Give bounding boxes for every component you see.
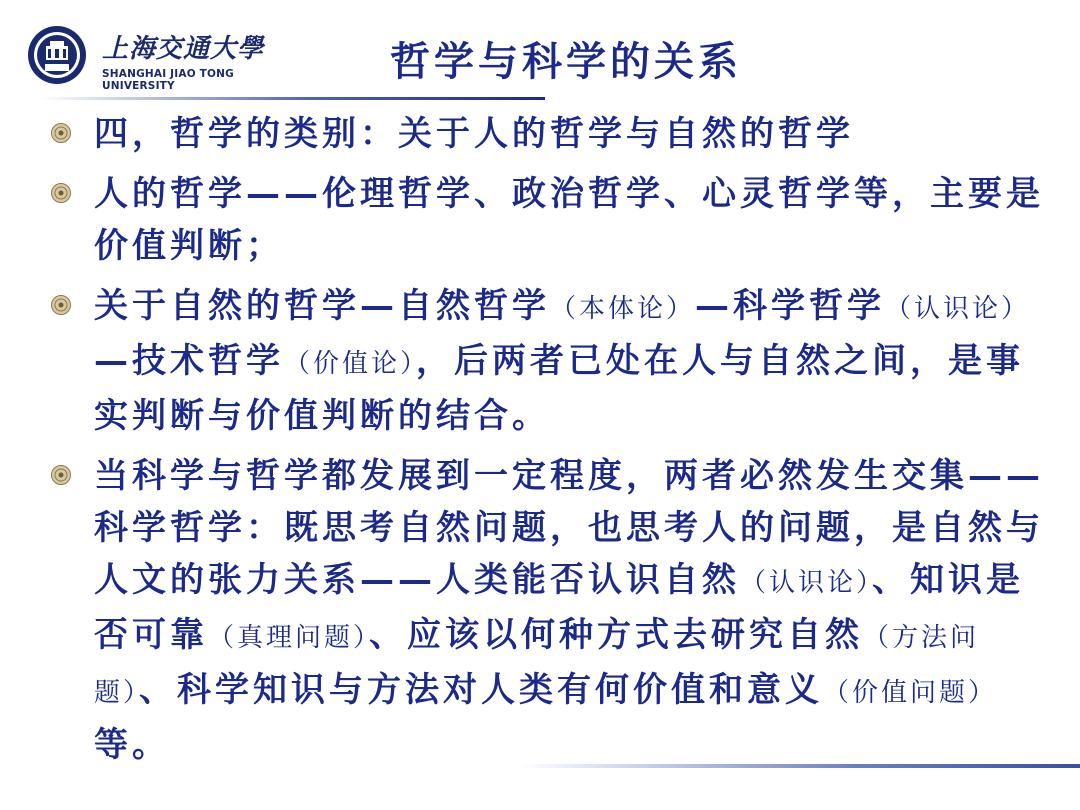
bullet-item [50, 450, 1060, 771]
title-divider [40, 97, 545, 100]
bullet-list [50, 108, 1060, 779]
bullet-orb-icon [50, 464, 72, 486]
bullet-item [50, 168, 1060, 272]
bullet-note: （认识论） [740, 568, 873, 598]
bullet-text [94, 108, 1060, 160]
page-title: 哲学与科学的关系 [390, 38, 742, 85]
bullet-item [50, 108, 1060, 160]
bullet-text [94, 280, 1060, 442]
bullet-segment: 等。 [94, 725, 170, 765]
footer-divider [520, 764, 1080, 768]
bullet-segment: 四，哲学的类别：关于人的哲学与自然的哲学 [94, 114, 854, 154]
bullet-segment: 当科学与哲学都发展到一定程度，两者必然发生交集——科学哲学：既思考自然问题，也思考人的问题，是自然与人文的张力关系——人类能否认识自然 [94, 456, 1044, 600]
bullet-segment: —科学哲学 [695, 286, 886, 326]
bullet-note: （价值问题） [823, 678, 998, 708]
bullet-note: （认识论） [885, 294, 1031, 324]
bullet-orb-icon [50, 182, 72, 204]
logo-chinese-name: 上海交通大學 [102, 34, 265, 64]
bullet-item [50, 280, 1060, 442]
bullet-segment: 关于自然的哲学—自然哲学 [94, 286, 550, 326]
logo-english-name: SHANGHAI JIAO TONG UNIVERSITY [102, 68, 234, 92]
bullet-segment: 、应该以何种方式去研究自然 [369, 615, 864, 655]
bullet-orb-icon [50, 122, 72, 144]
university-logo [26, 24, 266, 90]
bullet-note: （方法问题） [94, 623, 980, 708]
bullet-text [94, 168, 1060, 272]
bullet-note: （价值论） [284, 349, 417, 379]
bullet-text [94, 450, 1060, 771]
bullet-segment: 人的哲学——伦理哲学、政治哲学、心灵哲学等，主要是价值判断； [94, 174, 1044, 266]
bullet-segment: ，后两者已处在人与自然之间，是事实判断与价值判断的结合。 [94, 341, 1025, 436]
bullet-segment: —技术哲学 [94, 341, 284, 381]
bullet-segment: 、科学知识与方法对人类有何价值和意义 [139, 670, 824, 710]
university-seal-icon [26, 24, 88, 86]
bullet-note: （真理问题） [208, 623, 370, 653]
bullet-segment: 、知识是否可靠 [94, 560, 1025, 655]
bullet-orb-icon [50, 294, 72, 316]
bullet-note: （本体论） [550, 294, 696, 324]
